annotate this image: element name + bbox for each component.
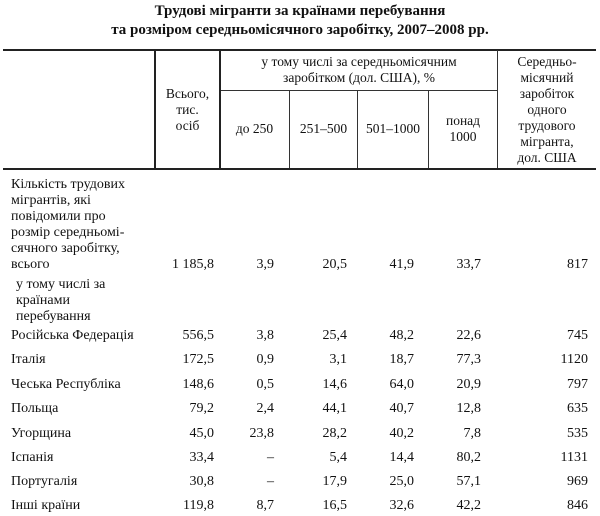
summary-row-value: 1 185,8	[172, 257, 214, 272]
header-total-line: Всього,	[165, 86, 210, 101]
summary-row-value: 817	[567, 257, 588, 272]
header-total-line: осіб	[175, 118, 200, 133]
country-row-value: 48,2	[389, 328, 414, 343]
country-row-value: 0,5	[256, 377, 274, 392]
title-line-2: та розміром середньомісячного заробітку, 2007–2008 рр.	[111, 22, 489, 38]
country-row-value: 635	[567, 401, 588, 416]
country-row-label	[11, 328, 134, 344]
label-line: Італія	[11, 352, 46, 367]
country-row-value: 148,6	[182, 377, 214, 392]
country-row-value: 2,4	[256, 401, 274, 416]
header-avg-line: дол. США	[517, 150, 577, 165]
country-row-label	[11, 474, 77, 490]
header-total	[156, 86, 219, 134]
label-line: розмір середньомі-	[11, 225, 125, 240]
country-row-value: 80,2	[456, 450, 481, 465]
country-row-value: 172,5	[182, 352, 214, 367]
country-row-value: –	[267, 450, 274, 465]
summary-row-value: 3,9	[256, 257, 274, 272]
country-row-value: 846	[567, 498, 588, 513]
country-row-value: 12,8	[456, 401, 481, 416]
country-row-value: 8,7	[256, 498, 274, 513]
country-row-value: 57,1	[456, 474, 481, 489]
country-row-label	[11, 450, 53, 466]
country-row-value: 44,1	[322, 401, 347, 416]
country-row-value: 25,4	[322, 328, 347, 343]
country-row-value: 17,9	[322, 474, 347, 489]
country-row-value: 14,4	[389, 450, 414, 465]
country-row-value: 20,9	[456, 377, 481, 392]
country-row-value: 535	[567, 426, 588, 441]
header-avg-line: мігранта,	[520, 134, 574, 149]
header-avg-line: одного	[527, 102, 567, 117]
label-line: країнами	[16, 293, 70, 308]
header-over-line: понад	[445, 113, 481, 128]
country-row-value: 119,8	[183, 498, 214, 513]
country-row-value: 14,6	[322, 377, 347, 392]
country-row-value: 33,4	[189, 450, 214, 465]
label-line: Чеська Республіка	[11, 377, 121, 392]
label-line: мігрантів, які	[11, 193, 91, 208]
country-row-value: 1131	[560, 450, 588, 465]
label-line: Російська Федерація	[11, 328, 134, 343]
country-row-value: 22,6	[456, 328, 481, 343]
header-total-line: тис.	[176, 102, 199, 117]
country-row-value: 18,7	[389, 352, 414, 367]
country-row-value: 32,6	[389, 498, 414, 513]
country-row-label	[11, 401, 58, 417]
top-rule	[3, 49, 596, 51]
label-line: у тому числі за	[16, 277, 106, 292]
country-row-value: 7,8	[463, 426, 481, 441]
country-row-value: 40,7	[389, 401, 414, 416]
title-line-1: Трудові мігранти за країнами перебування	[154, 3, 446, 19]
header-group-line: заробітком (дол. США), %	[283, 70, 435, 85]
header-group-line: у тому числі за середньомісячним	[261, 54, 457, 69]
country-row-value: 556,5	[182, 328, 214, 343]
summary-row-value: 20,5	[322, 257, 347, 272]
country-row-label	[11, 426, 71, 442]
header-bottom-rule	[3, 168, 596, 170]
header-avg-line: Середньо-	[517, 54, 577, 69]
country-row-value: 3,1	[329, 352, 347, 367]
label-line: Польща	[11, 401, 59, 416]
label-line: Інші країни	[11, 498, 81, 513]
header-avg-salary	[498, 54, 596, 166]
label-line: Кількість трудових	[11, 177, 125, 192]
country-row-value: 64,0	[389, 377, 414, 392]
label-line: сячного заробітку,	[11, 241, 120, 256]
country-row-value: 797	[567, 377, 588, 392]
summary-row-value: 33,7	[456, 257, 481, 272]
header-avg-line: місячний	[520, 70, 574, 85]
country-row-value: 3,8	[256, 328, 274, 343]
country-row-value: 77,3	[456, 352, 481, 367]
country-row-value: –	[267, 474, 274, 489]
label-line: Португалія	[11, 474, 78, 489]
header-sub-250: до 250	[235, 121, 274, 136]
country-row-label	[11, 498, 80, 514]
header-sub-501-1000: 501–1000	[366, 121, 420, 136]
country-row-label	[11, 377, 121, 393]
country-row-value: 23,8	[249, 426, 274, 441]
label-line: Іспанія	[11, 450, 54, 465]
header-sub-over-1000	[429, 113, 497, 145]
country-row-label	[11, 352, 46, 368]
header-sub-251-500: 251–500	[299, 121, 348, 136]
table-title	[0, 2, 600, 40]
group-header-rule	[220, 90, 497, 91]
label-line: Угорщина	[11, 426, 72, 441]
summary-row-label	[11, 177, 125, 273]
country-row-value: 30,8	[189, 474, 214, 489]
country-row-value: 42,2	[456, 498, 481, 513]
header-avg-line: трудового	[518, 118, 576, 133]
country-row-value: 1120	[560, 352, 588, 367]
country-row-value: 5,4	[329, 450, 347, 465]
header-avg-line: заробіток	[519, 86, 575, 101]
country-row-value: 40,2	[389, 426, 414, 441]
label-line: повідомили про	[11, 209, 106, 224]
label-line: всього	[11, 257, 50, 272]
summary-row-value: 41,9	[389, 257, 414, 272]
country-row-value: 28,2	[322, 426, 347, 441]
country-row-value: 745	[567, 328, 588, 343]
country-row-value: 0,9	[256, 352, 274, 367]
country-row-value: 45,0	[189, 426, 214, 441]
header-group	[221, 54, 497, 86]
label-line: перебування	[16, 309, 91, 324]
country-row-value: 79,2	[189, 401, 214, 416]
subheading-row-label	[16, 277, 105, 325]
country-row-value: 25,0	[389, 474, 414, 489]
header-over-line: 1000	[449, 129, 477, 144]
country-row-value: 969	[567, 474, 588, 489]
country-row-value: 16,5	[322, 498, 347, 513]
